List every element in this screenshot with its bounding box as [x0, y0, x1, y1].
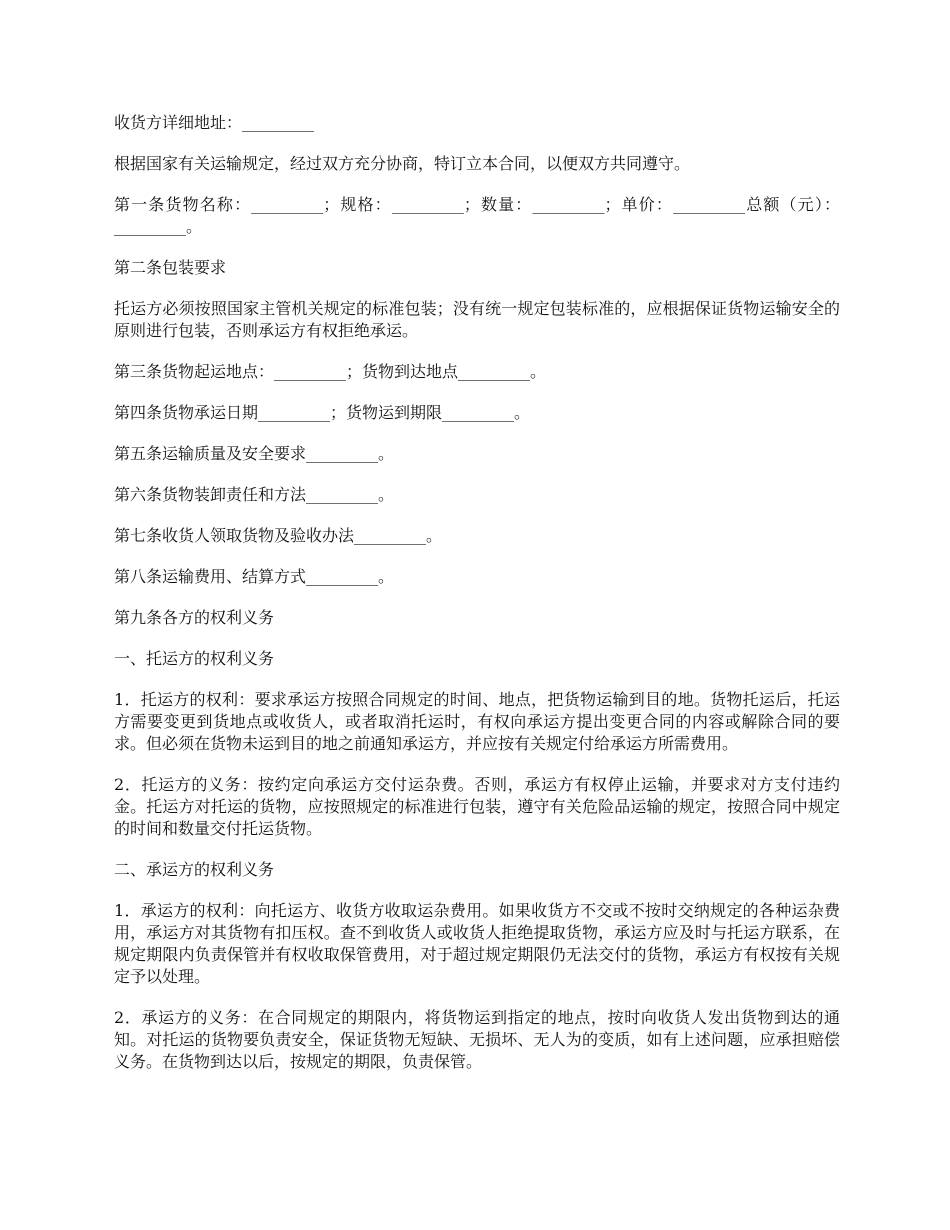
- article-1-goods: 第一条货物名称：_________；规格：_________；数量：_________；单价：_________总额（元）：_________。: [114, 195, 840, 236]
- shipper-section-heading: 一、托运方的权利义务: [114, 649, 275, 668]
- article-7-acceptance: 第七条收货人领取货物及验收办法_________。: [114, 526, 443, 545]
- article-2-packaging: 托运方必须按照国家主管机关规定的标准包装；没有统一规定包装标准的，应根据保证货物运输安全的原则进行包装，否则承运方有权拒绝承运。: [114, 299, 840, 340]
- document-body: [114, 112, 840, 1092]
- carrier-obligations: 2．承运方的义务：在合同规定的期限内，将货物运到指定的地点，按时向收货人发出货物到达的通知。对托运的货物要负责安全，保证货物无短缺、无损坏、无人为的变质，如有上述问题，应承担赔偿义务。在货物到达以后，按规定的期限，负责保管。: [114, 1008, 840, 1071]
- article-9-heading: 第九条各方的权利义务: [114, 608, 275, 627]
- article-3-locations: 第三条货物起运地点：_________；货物到达地点_________。: [114, 362, 547, 381]
- article-8-fees: 第八条运输费用、结算方式_________。: [114, 567, 395, 586]
- article-6-loading: 第六条货物装卸责任和方法_________。: [114, 485, 395, 504]
- preamble-paragraph: 根据国家有关运输规定，经过双方充分协商，特订立本合同，以便双方共同遵守。: [114, 154, 691, 173]
- article-2-heading: 第二条包装要求: [114, 258, 227, 277]
- consignee-address-line: 收货方详细地址：_________: [114, 113, 315, 132]
- article-5-quality: 第五条运输质量及安全要求_________。: [114, 444, 395, 463]
- shipper-rights: 1．托运方的权利：要求承运方按照合同规定的时间、地点，把货物运输到目的地。货物托运后，托运方需要变更到货地点或收货人，或者取消托运时，有权向承运方提出变更合同的内容或解除合同的要求。但必须在货物未运到目的地之前通知承运方，并应按有关规定付给承运方所需费用。: [114, 690, 840, 753]
- shipper-obligations: 2．托运方的义务：按约定向承运方交付运杂费。否则，承运方有权停止运输，并要求对方支付违约金。托运方对托运的货物，应按照规定的标准进行包装，遵守有关危险品运输的规定，按照合同中规定的时间和数量交付托运货物。: [114, 775, 840, 838]
- article-4-dates: 第四条货物承运日期_________；货物运到期限_________。: [114, 403, 531, 422]
- carrier-rights: 1．承运方的权利：向托运方、收货方收取运杂费用。如果收货方不交或不按时交纳规定的各种运杂费用，承运方对其货物有扣压权。查不到收货人或收货人拒绝提取货物，承运方应及时与托运方联系，在规定期限内负责保管并有权收取保管费用，对于超过规定期限仍无法交付的货物，承运方有权按有关规定予以处理。: [114, 901, 840, 986]
- carrier-section-heading: 二、承运方的权利义务: [114, 860, 275, 879]
